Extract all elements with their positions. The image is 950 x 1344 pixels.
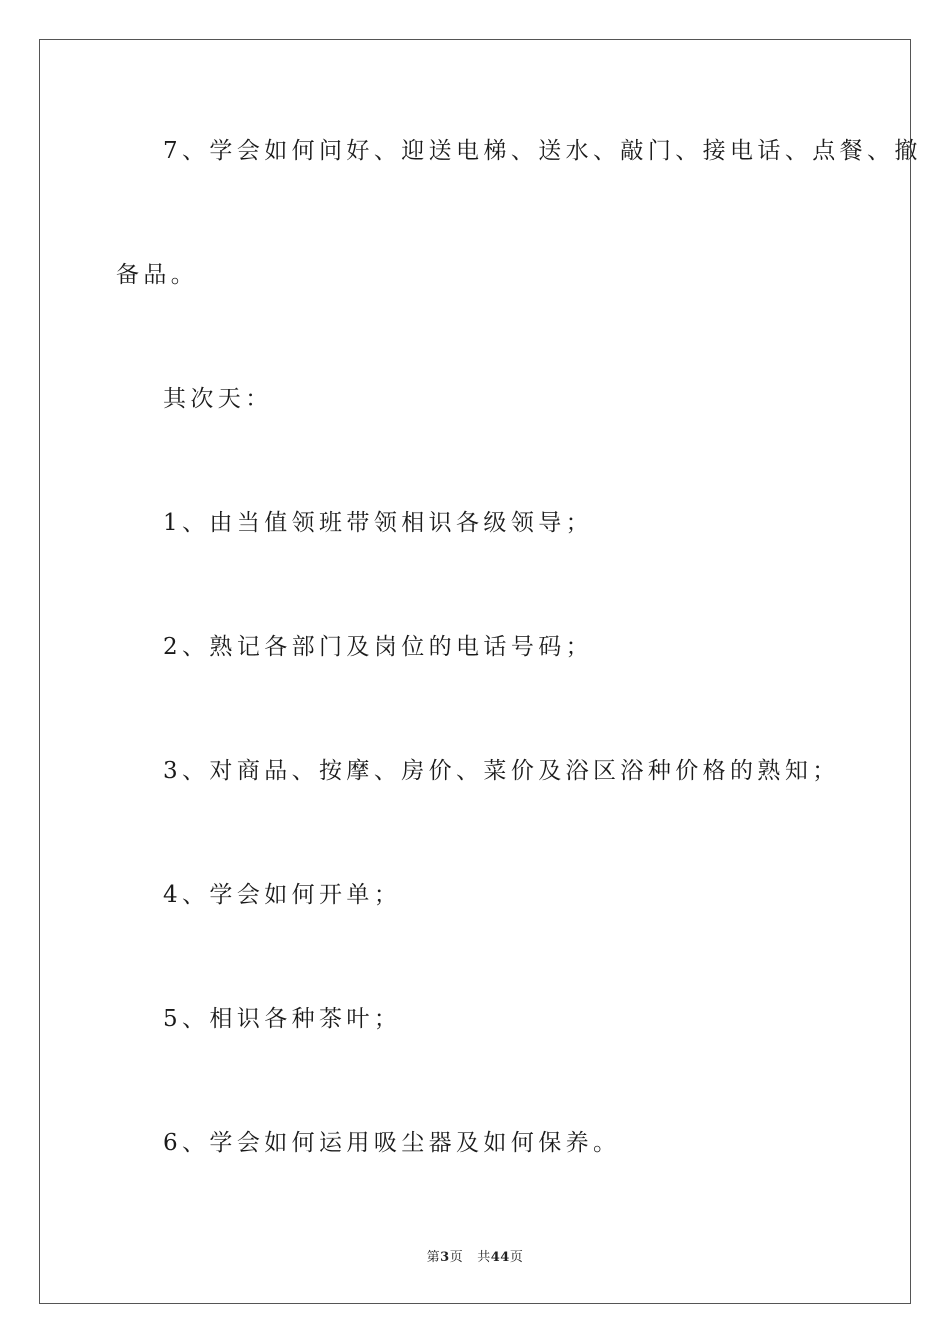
text-line-item-3: 3、对商品、按摩、房价、菜价及浴区浴种价格的熟知；: [163, 758, 840, 784]
footer-page-prefix: 第: [426, 1250, 441, 1265]
text-line-item-7-continued: 备品。: [116, 262, 199, 288]
text-line-item-7: 7、学会如何问好、迎送电梯、送水、敲门、接电话、点餐、撤: [163, 138, 922, 164]
footer-page-suffix: 页: [449, 1250, 464, 1265]
text-line-item-5: 5、相识各种茶叶；: [163, 1006, 402, 1032]
text-line-item-1: 1、由当值领班带领相识各级领导；: [163, 510, 594, 536]
text-line-item-2: 2、熟记各部门及岗位的电话号码；: [163, 634, 594, 660]
text-line-item-4: 4、学会如何开单；: [163, 882, 402, 908]
footer-total-suffix: 页: [509, 1250, 524, 1265]
page-border: [39, 39, 911, 1304]
text-line-item-6: 6、学会如何运用吸尘器及如何保养。: [163, 1130, 621, 1156]
footer-total-prefix: 共: [477, 1250, 491, 1265]
section-heading-second-day: 其次天：: [163, 386, 273, 412]
footer-page-number: 3: [440, 1250, 450, 1265]
page-footer: [0, 1246, 950, 1265]
footer-total-pages: 44: [490, 1250, 510, 1265]
